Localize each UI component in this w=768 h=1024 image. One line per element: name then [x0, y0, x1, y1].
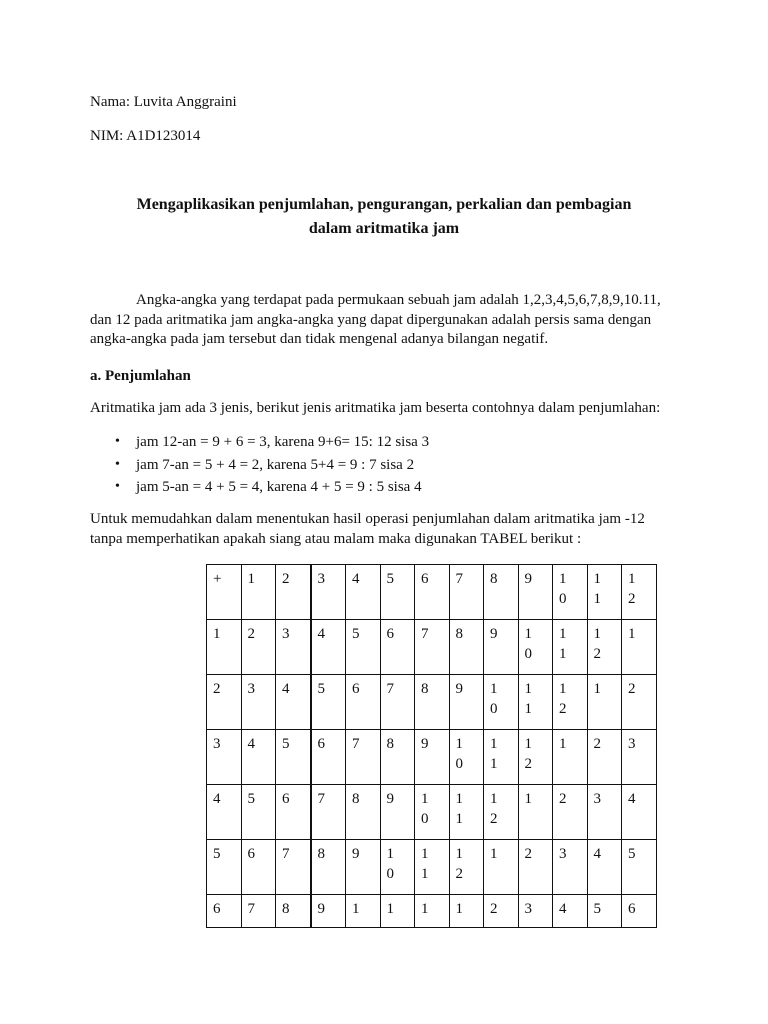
- table-cell: [518, 565, 553, 620]
- cell-value: 4: [593, 846, 601, 862]
- cell-value: +: [213, 571, 222, 587]
- table-cell: [518, 730, 553, 785]
- table-cell: [380, 895, 415, 928]
- table-cell: [207, 840, 242, 895]
- intro-line: Angka-angka yang terdapat pada permukaan sebuah jam adalah 1,2,3,4,5,6,7,8,9,10.11,: [136, 292, 661, 308]
- cell-value: 5: [386, 571, 394, 587]
- table-cell: [346, 565, 381, 620]
- table-cell: [449, 895, 484, 928]
- table-row: [207, 840, 657, 895]
- cell-value: 1 2: [593, 626, 601, 662]
- table-cell: [415, 785, 450, 840]
- cell-value: 2: [247, 626, 255, 642]
- table-cell: [276, 675, 311, 730]
- table-cell: [346, 840, 381, 895]
- table-cell: [380, 730, 415, 785]
- table-cell: [415, 730, 450, 785]
- cell-value: 7: [455, 571, 463, 587]
- table-cell: [276, 730, 311, 785]
- cell-value: 8: [455, 626, 463, 642]
- cell-value: 1 0: [559, 571, 567, 607]
- cell-value: 1 0: [421, 791, 429, 827]
- cell-value: 5: [593, 901, 601, 917]
- table-cell: [415, 620, 450, 675]
- addition-table: [206, 564, 657, 928]
- table-cell: [241, 895, 276, 928]
- table-row: [207, 675, 657, 730]
- cell-value: 5: [282, 736, 290, 752]
- table-cell: [449, 620, 484, 675]
- table-cell: [380, 565, 415, 620]
- table-cell: [518, 895, 553, 928]
- cell-value: 1: [352, 901, 360, 917]
- cell-value: 1 1: [455, 791, 463, 827]
- table-cell: [415, 840, 450, 895]
- table-cell: [622, 895, 657, 928]
- cell-value: 1 0: [490, 681, 498, 717]
- cell-value: 1: [421, 901, 429, 917]
- table-cell: [311, 840, 346, 895]
- table-cell: [553, 620, 588, 675]
- table-row: [207, 730, 657, 785]
- cell-value: 2: [628, 681, 636, 697]
- list-item: • jam 12-an = 9 + 6 = 3, karena 9+6= 15: 12 sisa 3: [90, 431, 429, 454]
- table-cell: [518, 620, 553, 675]
- cell-value: 9: [455, 681, 463, 697]
- cell-value: 1 1: [524, 681, 532, 717]
- table-cell: [449, 730, 484, 785]
- table-cell: [587, 675, 622, 730]
- cell-value: 1 0: [386, 846, 394, 882]
- cell-value: 4: [559, 901, 567, 917]
- cell-value: 1 1: [559, 626, 567, 662]
- student-name: Nama: Luvita Anggraini: [90, 94, 237, 110]
- cell-value: 9: [421, 736, 429, 752]
- cell-value: 6: [386, 626, 394, 642]
- cell-value: 1 0: [455, 736, 463, 772]
- cell-value: 1 1: [490, 736, 498, 772]
- cell-value: 6: [282, 791, 290, 807]
- cell-value: 3: [593, 791, 601, 807]
- cell-value: 5: [352, 626, 360, 642]
- list-item: • jam 7-an = 5 + 4 = 2, karena 5+4 = 9 : 7 sisa 2: [90, 454, 429, 477]
- table-cell: [484, 730, 519, 785]
- table-cell: [553, 730, 588, 785]
- cell-value: 1 2: [524, 736, 532, 772]
- cell-value: 6: [421, 571, 429, 587]
- cell-value: 4: [213, 791, 221, 807]
- cell-value: 2: [490, 901, 498, 917]
- cell-value: 9: [317, 901, 325, 917]
- cell-value: 2: [282, 571, 290, 587]
- cell-value: 9: [524, 571, 532, 587]
- cell-value: 7: [282, 846, 290, 862]
- section-lead: Aritmatika jam ada 3 jenis, berikut jenis aritmatika jam beserta contohnya dalam penjumlahan:: [90, 400, 661, 416]
- table-cell: [449, 675, 484, 730]
- table-intro: [90, 510, 675, 549]
- table-cell: [276, 785, 311, 840]
- cell-value: 1 2: [455, 846, 463, 882]
- intro-paragraph: [90, 291, 675, 350]
- cell-value: 2: [593, 736, 601, 752]
- table-cell: [518, 840, 553, 895]
- cell-value: 7: [247, 901, 255, 917]
- cell-value: 1: [593, 681, 601, 697]
- table-cell: [518, 785, 553, 840]
- table-cell: [587, 620, 622, 675]
- table-cell: [415, 675, 450, 730]
- table-cell: [276, 895, 311, 928]
- table-cell: [311, 785, 346, 840]
- cell-value: 3: [317, 571, 325, 587]
- cell-value: 1: [559, 736, 567, 752]
- cell-value: 6: [247, 846, 255, 862]
- table-cell: [346, 675, 381, 730]
- example-list: [90, 431, 429, 499]
- cell-value: 7: [421, 626, 429, 642]
- cell-value: 8: [352, 791, 360, 807]
- cell-value: 7: [317, 791, 325, 807]
- table-cell: [346, 730, 381, 785]
- cell-value: 1: [386, 901, 394, 917]
- table-cell: [241, 620, 276, 675]
- cell-value: 4: [628, 791, 636, 807]
- cell-value: 4: [282, 681, 290, 697]
- table-cell: [311, 730, 346, 785]
- cell-value: 3: [282, 626, 290, 642]
- table-cell: [484, 675, 519, 730]
- table-cell: [346, 620, 381, 675]
- cell-value: 3: [559, 846, 567, 862]
- cell-value: 7: [386, 681, 394, 697]
- table-cell: [207, 730, 242, 785]
- table-cell: [484, 785, 519, 840]
- cell-value: 2: [559, 791, 567, 807]
- table-cell: [484, 565, 519, 620]
- table-cell: [241, 565, 276, 620]
- cell-value: 5: [213, 846, 221, 862]
- table-intro-line: tanpa memperhatikan apakah siang atau malam maka digunakan TABEL berikut :: [90, 530, 582, 547]
- cell-value: 6: [213, 901, 221, 917]
- page-title-line-2: dalam aritmatika jam: [308, 220, 460, 237]
- table-cell: [622, 730, 657, 785]
- cell-value: 2: [524, 846, 532, 862]
- cell-value: 8: [421, 681, 429, 697]
- table-cell: [587, 565, 622, 620]
- cell-value: 1: [455, 901, 463, 917]
- table-cell: [587, 895, 622, 928]
- cell-value: 3: [524, 901, 532, 917]
- cell-value: 8: [490, 571, 498, 587]
- cell-value: 5: [628, 846, 636, 862]
- table-cell: [415, 565, 450, 620]
- page-title-line-1: Mengaplikasikan penjumlahan, pengurangan, perkalian dan pembagian: [136, 196, 632, 213]
- table-cell: [241, 730, 276, 785]
- table-cell: [587, 730, 622, 785]
- table-cell: [587, 785, 622, 840]
- table-row: [207, 620, 657, 675]
- table-row: [207, 565, 657, 620]
- cell-value: 1 2: [628, 571, 636, 607]
- cell-value: 9: [490, 626, 498, 642]
- section-heading-penjumlahan: a. Penjumlahan: [90, 368, 191, 384]
- cell-value: 1 2: [490, 791, 498, 827]
- table-cell: [207, 785, 242, 840]
- table-cell: [415, 895, 450, 928]
- table-cell: [207, 895, 242, 928]
- cell-value: 1: [628, 626, 636, 642]
- table-cell: [241, 840, 276, 895]
- cell-value: 1 0: [524, 626, 532, 662]
- cell-value: 6: [317, 736, 325, 752]
- table-cell: [449, 565, 484, 620]
- table-cell: [622, 620, 657, 675]
- list-item: • jam 5-an = 4 + 5 = 4, karena 4 + 5 = 9 : 5 sisa 4: [90, 476, 429, 499]
- intro-line: dan 12 pada aritmatika jam angka-angka yang dapat dipergunakan adalah persis sama dengan: [90, 311, 652, 328]
- table-cell: [311, 675, 346, 730]
- cell-value: 1: [524, 791, 532, 807]
- table-cell: [276, 565, 311, 620]
- cell-value: 9: [386, 791, 394, 807]
- table-row: [207, 895, 657, 928]
- table-cell: [276, 620, 311, 675]
- table-cell: [484, 840, 519, 895]
- cell-value: 3: [213, 736, 221, 752]
- cell-value: 1: [247, 571, 255, 587]
- table-cell: [587, 840, 622, 895]
- cell-value: 8: [386, 736, 394, 752]
- cell-value: 1: [213, 626, 221, 642]
- cell-value: 8: [282, 901, 290, 917]
- cell-value: 5: [317, 681, 325, 697]
- table-cell: [553, 565, 588, 620]
- table-cell: [380, 785, 415, 840]
- table-cell: [380, 620, 415, 675]
- cell-value: 3: [628, 736, 636, 752]
- table-cell: [346, 785, 381, 840]
- cell-value: 6: [352, 681, 360, 697]
- cell-value: 4: [247, 736, 255, 752]
- table-row: [207, 785, 657, 840]
- table-cell: [311, 565, 346, 620]
- cell-value: 1 1: [421, 846, 429, 882]
- table-cell: [311, 895, 346, 928]
- cell-value: 9: [352, 846, 360, 862]
- table-cell: [622, 840, 657, 895]
- cell-value: 1 2: [559, 681, 567, 717]
- table-cell: [207, 620, 242, 675]
- cell-value: 5: [247, 791, 255, 807]
- table-cell: [622, 565, 657, 620]
- student-nim: NIM: A1D123014: [90, 128, 201, 144]
- table-cell: [553, 895, 588, 928]
- cell-value: 1: [490, 846, 498, 862]
- cell-value: 7: [352, 736, 360, 752]
- table-cell: [553, 785, 588, 840]
- table-cell: [622, 785, 657, 840]
- table-cell: [380, 840, 415, 895]
- table-cell: [553, 840, 588, 895]
- table-cell: [622, 675, 657, 730]
- table-cell: [484, 620, 519, 675]
- cell-value: 4: [352, 571, 360, 587]
- table-cell: [276, 840, 311, 895]
- cell-value: 6: [628, 901, 636, 917]
- cell-value: 1 1: [593, 571, 601, 607]
- table-cell: [484, 895, 519, 928]
- table-intro-line: Untuk memudahkan dalam menentukan hasil operasi penjumlahan dalam aritmatika jam -12: [90, 511, 645, 527]
- table-cell: [207, 565, 242, 620]
- table-cell: [311, 620, 346, 675]
- cell-value: 2: [213, 681, 221, 697]
- cell-value: 3: [247, 681, 255, 697]
- table-cell: [380, 675, 415, 730]
- table-cell: [207, 675, 242, 730]
- table-cell: [241, 675, 276, 730]
- table-cell: [518, 675, 553, 730]
- table-cell: [449, 840, 484, 895]
- cell-value: 4: [317, 626, 325, 642]
- cell-value: 8: [317, 846, 325, 862]
- table-cell: [553, 675, 588, 730]
- table-cell: [241, 785, 276, 840]
- intro-line: angka-angka pada jam tersebut dan tidak mengenal adanya bilangan negatif.: [90, 331, 549, 347]
- table-cell: [449, 785, 484, 840]
- table-cell: [346, 895, 381, 928]
